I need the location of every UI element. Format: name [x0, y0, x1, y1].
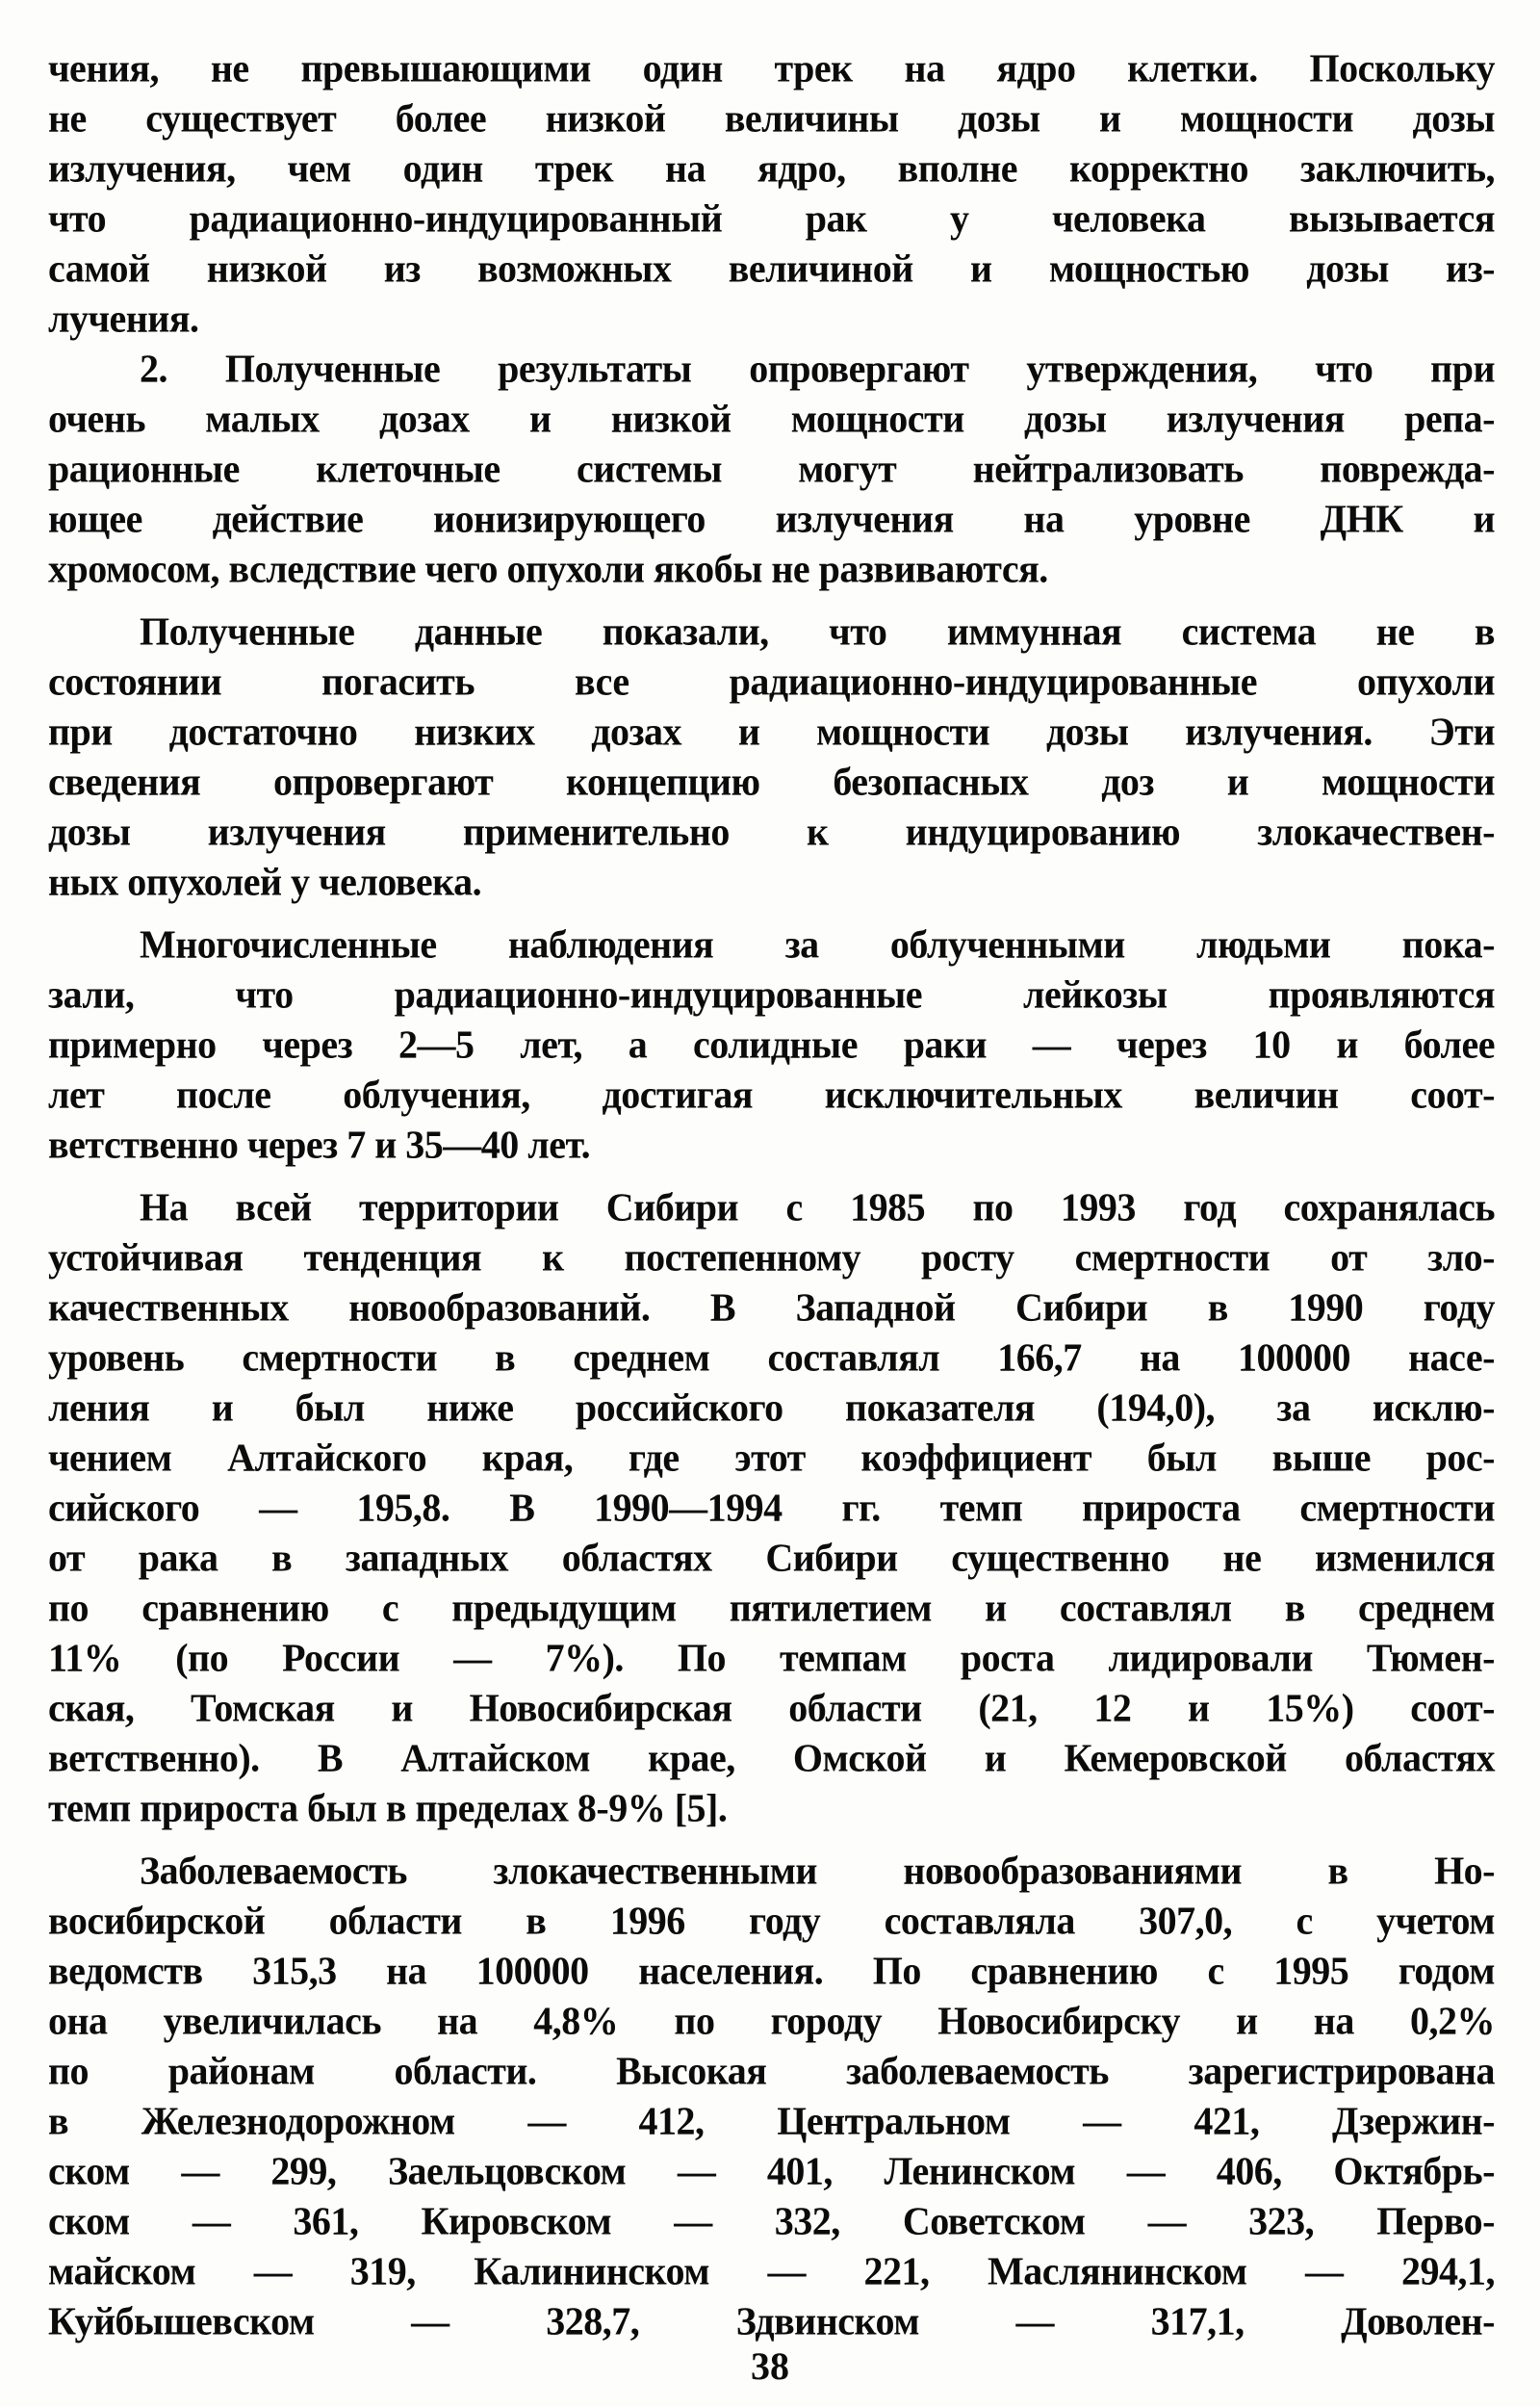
text-line: ветственно через 7 и 35—40 лет. — [48, 1122, 591, 1167]
paragraph — [48, 1845, 1495, 2345]
text-line: чения, не превышающими один трек на ядро клетки. Поскольку — [48, 45, 1495, 91]
text-line: Полученные данные показали, что иммунная система не в — [140, 608, 1495, 654]
paragraph — [48, 606, 1495, 906]
text-line: рационные клеточные системы могут нейтрализовать поврежда- — [48, 446, 1495, 491]
text-line: ведомств 315,3 на 100000 населения. По сравнению с 1995 годом — [48, 1948, 1495, 1993]
text-line: по районам области. Высокая заболеваемость зарегистрирована — [48, 2048, 1495, 2093]
text-line: майском — 319, Калининском — 221, Маслянинском — 294,1, — [48, 2248, 1495, 2293]
text-line: ском — 299, Заельцовском — 401, Ленинском — 406, Октябрь- — [48, 2148, 1495, 2193]
text-line: она увеличилась на 4,8% по городу Новосибирску и на 0,2% — [48, 1998, 1495, 2043]
text-line: ющее действие ионизирующего излучения на уровне ДНК и — [48, 496, 1495, 541]
text-line: что радиационно-индуцированный рак у человека вызывается — [48, 195, 1495, 241]
text-line: не существует более низкой величины дозы и мощности дозы — [48, 95, 1495, 141]
text-line: темп прироста был в пределах 8-9% [5]. — [48, 1785, 728, 1830]
text-line: чением Алтайского края, где этот коэффициент был выше рос- — [48, 1435, 1495, 1480]
paragraph — [48, 1181, 1495, 1832]
text-line: Куйбышевском — 328,7, Здвинском — 317,1, Доволен- — [48, 2298, 1495, 2343]
text-line: 11% (по России — 7%). По темпам роста лидировали Тюмен- — [48, 1635, 1495, 1680]
text-line: хромосом, вследствие чего опухоли якобы не развиваются. — [48, 546, 1048, 591]
text-line: ском — 361, Кировском — 332, Советском — 323, Перво- — [48, 2198, 1495, 2243]
text-line: восибирской области в 1996 году составляла 307,0, с учетом — [48, 1898, 1495, 1943]
text-line: 2. Полученные результаты опровергают утверждения, что при — [140, 346, 1495, 391]
text-line: ская, Томская и Новосибирская области (21, 12 и 15%) соот- — [48, 1685, 1495, 1730]
text-line: ления и был ниже российского показателя (194,0), за исклю- — [48, 1385, 1495, 1430]
text-line: при достаточно низких дозах и мощности дозы излучения. Эти — [48, 709, 1495, 754]
page-number: 38 — [751, 2344, 789, 2388]
text-line: лет после облучения, достигая исключительных величин соот- — [48, 1072, 1495, 1117]
text-line: сийского — 195,8. В 1990—1994 гг. темп прироста смертности — [48, 1485, 1495, 1530]
text-line: устойчивая тенденция к постепенному росту смертности от зло- — [48, 1234, 1495, 1280]
text-line: очень малых дозах и низкой мощности дозы излучения репа- — [48, 396, 1495, 441]
paragraph — [48, 343, 1495, 593]
text-line: сведения опровергают концепцию безопасных доз и мощности — [48, 759, 1495, 804]
text-line: зали, что радиационно-индуцированные лейкозы проявляются — [48, 971, 1495, 1017]
text-line: примерно через 2—5 лет, а солидные раки — через 10 и более — [48, 1022, 1495, 1067]
text-line: На всей территории Сибири с 1985 по 1993 год сохранялась — [140, 1184, 1495, 1229]
paragraph — [48, 42, 1495, 343]
text-line: ных опухолей у человека. — [48, 859, 482, 904]
text-line: состоянии погасить все радиационно-индуцированные опухоли — [48, 659, 1495, 704]
text-line: по сравнению с предыдущим пятилетием и составлял в среднем — [48, 1585, 1495, 1630]
text-line: в Железнодорожном — 412, Центральном — 421, Дзержин- — [48, 2098, 1495, 2143]
text-line: самой низкой из возможных величиной и мощностью дозы из- — [48, 246, 1495, 291]
text-line: Многочисленные наблюдения за облученными людьми пока- — [140, 921, 1495, 967]
text-line: лучения. — [48, 296, 199, 341]
text-line: от рака в западных областях Сибири существенно не изменился — [48, 1535, 1495, 1580]
text-line: ветственно). В Алтайском крае, Омской и Кемеровской областях — [48, 1735, 1495, 1780]
text-line: излучения, чем один трек на ядро, вполне корректно заключить, — [48, 145, 1495, 191]
text-line: Заболеваемость злокачественными новообразованиями в Но- — [140, 1848, 1495, 1893]
text-block — [48, 42, 1495, 2345]
text-line: качественных новообразований. В Западной Сибири в 1990 году — [48, 1284, 1495, 1330]
text-line: уровень смертности в среднем составлял 166,7 на 100000 насе- — [48, 1334, 1495, 1380]
text-line: дозы излучения применительно к индуцированию злокачествен- — [48, 809, 1495, 854]
paragraph — [48, 919, 1495, 1169]
